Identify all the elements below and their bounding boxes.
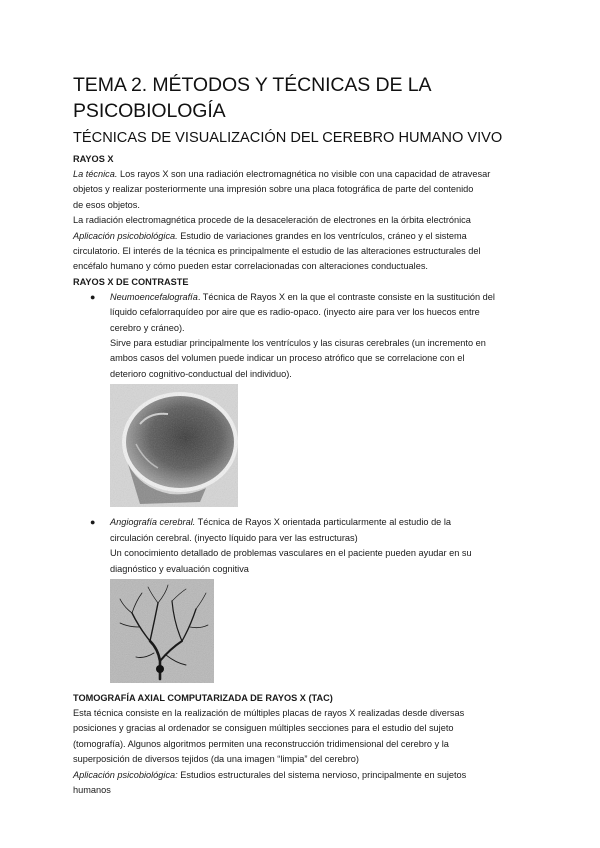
section-subtitle: TÉCNICAS DE VISUALIZACIÓN DEL CEREBRO HUMANO VIVO [73,130,503,146]
heading-contraste: RAYOS X DE CONTRASTE [73,276,189,287]
list-item-angio [73,515,533,530]
text-tac-app-b: humanos [73,784,111,795]
angiography-vessels-image [110,579,214,683]
text-neumo-b: líquido cefalorraquídeo por aire que es radio-opaco. (inyecto aire para ver los huecos entre [110,307,480,318]
text-tac-d: superposición de diversos tejidos (da una imagen “limpia” del cerebro) [73,754,359,765]
paragraph-tac-aplicacion [73,768,533,783]
text-neumo-f: deterioro cognitivo-conductual del individuo). [110,368,292,379]
heading-tac: TOMOGRAFÍA AXIAL COMPUTARIZADA DE RAYOS X (TAC) [73,692,333,703]
text-tecnica-a: Los rayos X son una radiación electromagnética no visible con una capacidad de atravesar [117,169,491,179]
label-tecnica: La técnica. [73,169,118,179]
label-angio: Angiografía cerebral. [110,517,196,528]
text-aplicacion-a: Estudio de variaciones grandes en los ventrículos, cráneo y el sistema [177,230,467,241]
text-neumo-c: cerebro y cráneo). [110,322,185,333]
text-tac-a: Esta técnica consiste en la realización de múltiples placas de rayos X realizadas desde diversas [73,707,465,718]
text-neumo-a: . Técnica de Rayos X en la que el contraste consiste en la sustitución del [197,291,495,302]
paragraph-radiacion: La radiación electromagnética procede de la desaceleración de electrones en la órbita electrónica [73,215,471,226]
bullet-icon: ● [90,291,96,302]
page-title: TEMA 2. MÉTODOS Y TÉCNICAS DE LA PSICOBIOLOGÍA [73,74,431,122]
document-content [73,72,533,798]
text-tac-b: posiciones y gracias al ordenador se consiguen múltiples secciones para el estudio del sujeto [73,723,454,734]
contraste-list-2 [73,515,533,530]
text-aplicacion-c: encéfalo humano y cómo pueden estar correlacionadas con alteraciones conductuales. [73,261,428,272]
xray-skull-image [110,384,238,507]
text-neumo-d: Sirve para estudiar principalmente los ventrículos y las cisuras cerebrales (un incremento en [110,338,486,349]
text-angio-a: Técnica de Rayos X orientada particularmente al estudio de la [195,517,451,528]
angiografia-image [110,579,214,683]
label-aplicacion: Aplicación psicobiológica. [73,230,178,241]
paragraph-aplicacion [73,229,533,244]
text-tecnica-b: objetos y realizar posteriormente una impresión sobre una placa fotográfica de parte del contenido [73,184,474,195]
text-angio-c: Un conocimiento detallado de problemas vasculares en el paciente pueden ayudar en su [110,548,472,559]
paragraph-tecnica [73,167,533,182]
list-item-neumo [73,290,533,305]
label-tac-aplicacion: Aplicación psicobiológica: [73,769,178,780]
text-angio-b: circulación cerebral. (inyecto líquido para ver las estructuras) [110,532,358,543]
bullet-icon: ● [90,517,96,528]
label-neumo: Neumoencefalografía [110,291,198,302]
text-aplicacion-b: circulatorio. El interés de la técnica es principalmente el estudio de las alteraciones estructurales del [73,246,481,257]
heading-rayos-x: RAYOS X [73,154,114,164]
neumoencefalografia-image [110,384,238,507]
contraste-list [73,290,533,305]
text-angio-d: diagnóstico y evaluación cognitiva [110,563,249,574]
text-tac-app-a: Estudios estructurales del sistema nervioso, principalmente en sujetos [177,769,467,780]
text-tecnica-c: de esos objetos. [73,199,140,210]
text-neumo-e: ambos casos del volumen puede indicar un proceso atrófico que se correlacione con el [110,353,465,364]
text-tac-c: (tomografía). Algunos algoritmos permiten una reconstrucción tridimensional del cerebro y la [73,738,449,749]
